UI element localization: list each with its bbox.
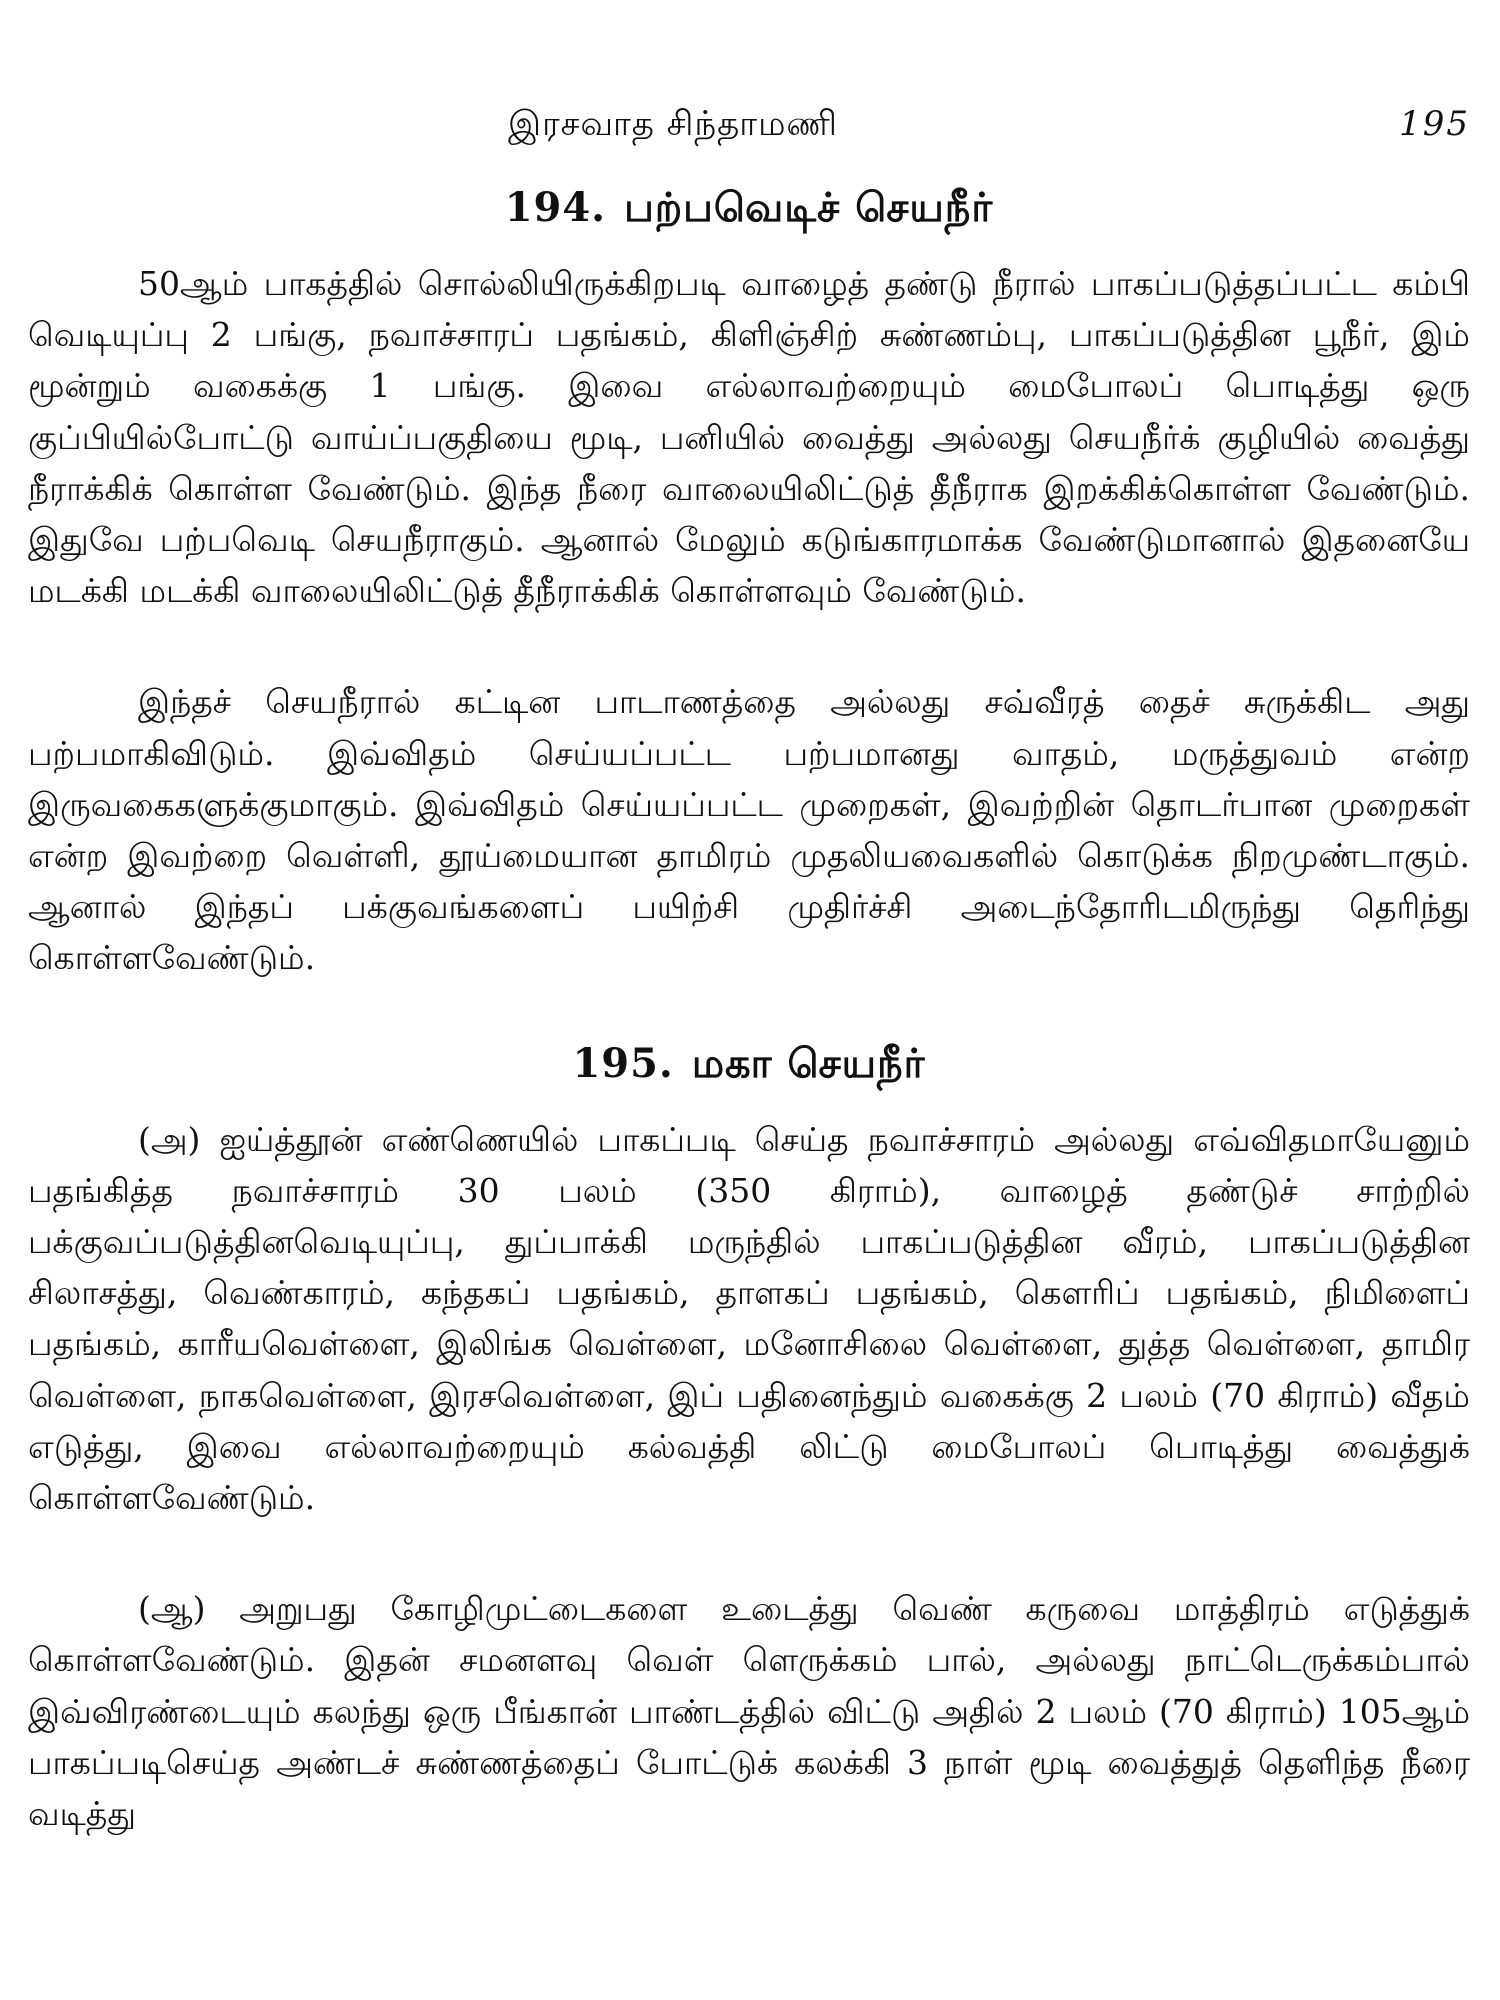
paragraph-text: இந்தச் செயநீரால் கட்டின பாடாணத்தை அல்லது சவ்வீரத் தைச் சுருக்கிட அது பற்பமாகிவிடும். இவ்விதம் செய்யப்பட்ட பற்பமானது வாதம், மருத்துவம் என்ற இருவகைகளுக்குமாகும். இவ்விதம் செய்யப்பட்ட முறைகள், இவற்றின் தொடர்பான முறைகள் என்ற இவற்றை வெள்ளி, தூய்மையான தாமிரம் முதலியவைகளில் கொடுக்க நிறமுண்டாகும். ஆனால் இந்தப் பக்குவங்களைப் பயிற்சி முதிர்ச்சி அடைந்தோரிடமிருந்து தெரிந்து கொள்ளவேண்டும். (28, 682, 1470, 978)
page-number: 195 (1399, 104, 1470, 144)
section-title: பற்பவெடிச் செயநீர் (624, 184, 994, 231)
paragraph-text: (ஆ) அறுபது கோழிமுட்டைகளை உடைத்து வெண் கருவை மாத்திரம் எடுத்துக் கொள்ளவேண்டும். இதன் சமனளவு வெள் ளெருக்கம் பால், அல்லது நாட்டெருக்கம்பால் இவ்விரண்டையும் கலந்து ஒரு பீங்கான் பாண்டத்தில் விட்டு அதில் 2 பலம் (70 கிராம்) 105ஆம் பாகப்படிசெய்த அண்டச் சுண்ணத்தைப் போட்டுக் கலக்கி 3 நாள் மூடி வைத்துத் தெளிந்த நீரை வடித்து (28, 1589, 1470, 1834)
section-heading (28, 1040, 1470, 1092)
paragraph (28, 258, 1470, 616)
running-title: இரசவாத சிந்தாமணி (508, 104, 838, 144)
section-number: 195. (572, 1039, 674, 1087)
running-head (28, 104, 1470, 154)
paragraph-text: (அ) ஐய்த்தூன் எண்ணெயில் பாகப்படி செய்த நவாச்சாரம் அல்லது எவ்விதமாயேனும் பதங்கித்த நவாச்சாரம் 30 பலம் (350 கிராம்), வாழைத் தண்டுச் சாற்றில் பக்குவப்படுத்தினவெடியுப்பு, துப்பாக்கி மருந்தில் பாகப்படுத்தின வீரம், பாகப்படுத்தின சிலாசத்து, வெண்காரம், கந்தகப் பதங்கம், தாளகப் பதங்கம், கௌரிப் பதங்கம், நிமிளைப் பதங்கம், காரீயவெள்ளை, இலிங்க வெள்ளை, மனோசிலை வெள்ளை, துத்த வெள்ளை, தாமிர வெள்ளை, நாகவெள்ளை, இரசவெள்ளை, இப் பதினைந்தும் வகைக்கு 2 பலம் (70 கிராம்) வீதம் எடுத்து, இவை எல்லாவற்றையும் கல்வத்தி லிட்டு மைபோலப் பொடித்து வைத்துக் கொள்ளவேண்டும். (28, 1119, 1470, 1518)
paragraph (28, 1583, 1470, 1839)
section-194 (28, 184, 1470, 984)
paragraph-text: 50ஆம் பாகத்தில் சொல்லியிருக்கிறபடி வாழைத் தண்டு நீரால் பாகப்படுத்தப்பட்ட கம்பி வெடியுப்பு 2 பங்கு, நவாச்சாரப் பதங்கம், கிளிஞ்சிற் சுண்ணம்பு, பாகப்படுத்தின பூநீர், இம் மூன்றும் வகைக்கு 1 பங்கு. இவை எல்லாவற்றையும் மைபோலப் பொடித்து ஒரு குப்பியில்போட்டு வாய்ப்பகுதியை மூடி, பனியில் வைத்து அல்லது செயநீர்க் குழியில் வைத்து நீராக்கிக் கொள்ள வேண்டும். இந்த நீரை வாலையிலிட்டுத் தீநீராக இறக்கிக்கொள்ள வேண்டும். இதுவே பற்பவெடி செயநீராகும். ஆனால் மேலும் கடுங்காரமாக்க வேண்டுமானால் இதனையே மடக்கி மடக்கி வாலையிலிட்டுத் தீநீராக்கிக் கொள்ளவும் வேண்டும். (28, 264, 1470, 611)
section-number: 194. (504, 184, 607, 231)
section-heading (28, 184, 1470, 236)
paragraph (28, 1114, 1470, 1524)
section-title: மகா செயநீர் (691, 1039, 926, 1087)
section-195 (28, 1040, 1470, 1840)
paragraph (28, 676, 1470, 983)
